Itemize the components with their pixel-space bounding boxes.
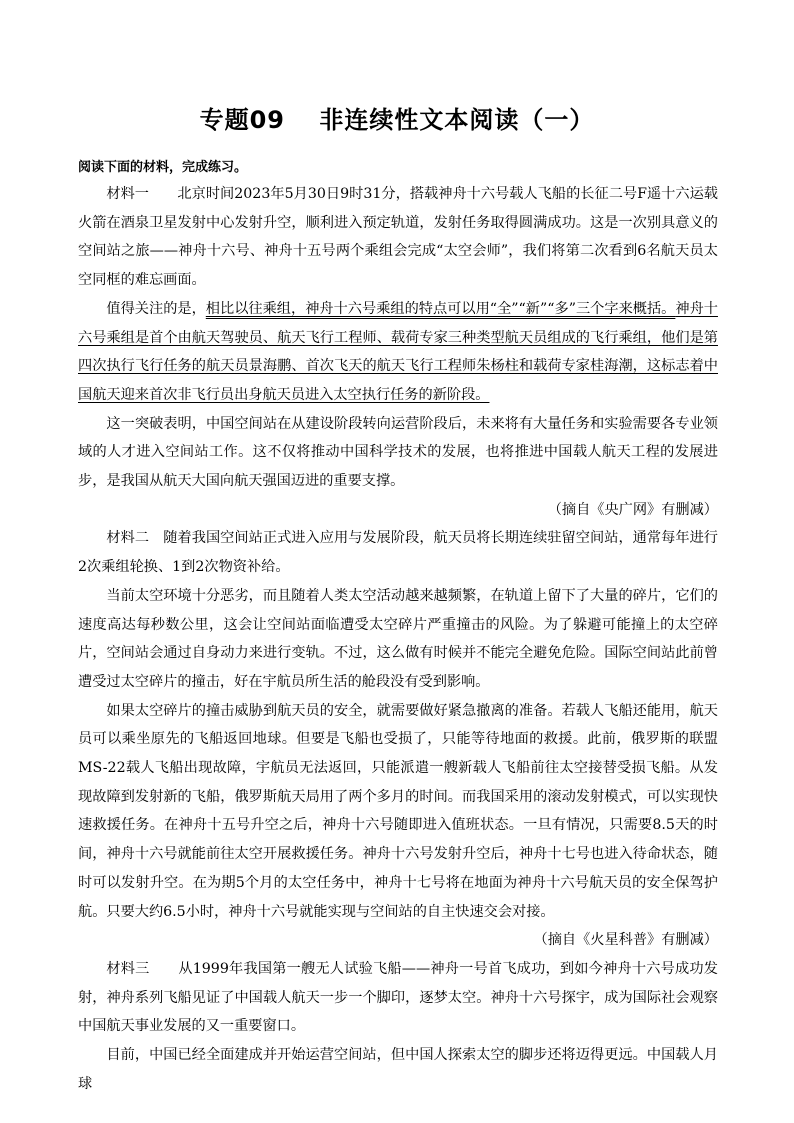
material-one-paragraph: 这一突破表明，中国空间站在从建设阶段转向运营阶段后，未来将有大量任务和实验需要各专业领域的人才进入空间站工作。这不仅将推动中国科学技术的发展，也将推进中国载人航天工程的发展进步，是我国从航天大国向航天强国迈进的重要支撑。 bbox=[78, 415, 718, 490]
underlined-crew-text: 神舟十六号乘组是首个由航天驾驶员、航天飞行工程师、载荷专家三种类型航天员组成的飞行乘组，他们是第四次执行飞行任务的航天员景海鹏、首次飞天的航天飞行工程师朱杨柱和载荷专家桂海潮，这标志着中国航天迎来首次非飞行员出身航天员进入太空执行任务的新阶段。 bbox=[78, 300, 718, 403]
material-three-paragraph: 材料三 从1999年我国第一艘无人试验飞船——神舟一号首飞成功，到如今神舟十六号成功发射，神舟系列飞船见证了中国载人航天一步一个脚印，逐梦太空。神舟十六号探宇，成为国际社会观察中国航天事业发展的又一重要窗口。 bbox=[78, 960, 718, 1035]
source-citation: （摘自《火星科普》有删减） bbox=[533, 932, 718, 949]
material-two-paragraph: 当前太空环境十分恶劣，而且随着人类太空活动越来越频繁，在轨道上留下了大量的碎片，它们的速度高达每秒数公里，这会让空间站面临遭受太空碎片严重撞击的风险。为了躲避可能撞上的太空碎片，空间站会通过自身动力来进行变轨。不过，这么做有时候并不能完全避免危险。国际空间站此前曾遭受过太空碎片的撞击，好在宇航员所生活的舱段没有受到影响。 bbox=[78, 587, 718, 690]
material-one-paragraph: 材料一 北京时间2023年5月30日9时31分，搭载神舟十六号载人飞船的长征二号F遥十六运载火箭在酒泉卫星发射中心发射升空，顺利进入预定轨道，发射任务取得圆满成功。这是一次别具意义的空间站之旅——神舟十六号、神舟十五号两个乘组会完成“太空会师”，我们将第二次看到6名航天员太空同框的难忘画面。 bbox=[78, 186, 718, 289]
material-two-paragraph: 材料二 随着我国空间站正式进入应用与发展阶段，航天员将长期连续驻留空间站，通常每年进行2次乘组轮换、1到2次物资补给。 bbox=[78, 530, 718, 576]
source-citation: （摘自《央广网》有删减） bbox=[547, 501, 718, 518]
material-three-paragraph: 目前，中国已经全面建成并开始运营空间站，但中国人探索太空的脚步还将迈得更远。中国载人月球 bbox=[78, 1047, 718, 1092]
material-one-highlight-paragraph bbox=[78, 295, 718, 410]
page-title: 专题09 非连续性文本阅读（一） bbox=[199, 106, 595, 134]
material-two-paragraph: 如果太空碎片的撞击威胁到航天员的安全，就需要做好紧急撤离的准备。若载人飞船还能用，航天员可以乘坐原先的飞船返回地球。但要是飞船也受损了，只能等待地面的救援。此前，俄罗斯的联盟MS-22载人飞船出现故障，宇航员无法返回，只能派遣一艘新载人飞船前往太空接替受损飞船。从发现故障到发射新的飞船，俄罗斯航天局用了两个多月的时间。而我国采用的滚动发射模式，可以实现快速救援任务。在神舟十五号升空之后，神舟十六号随即进入值班状态。一旦有情况，只需要8.5天的时间，神舟十六号就能前往太空开展救援任务。神舟十六号发射升空后，神舟十七号也进入待命状态，随时可以发射升空。在为期5个月的太空任务中，神舟十七号将在地面为神舟十六号航天员的安全保驾护航。只要大约6.5小时，神舟十六号就能实现与空间站的自主快速交会对接。 bbox=[78, 702, 718, 920]
reading-instruction: 阅读下面的材料，完成练习。 bbox=[78, 160, 248, 175]
article-body bbox=[78, 180, 718, 1099]
underlined-key-sentence: 相比以往乘组，神舟十六号乘组的特点可以用“全”“新”“多”三个字来概括。 bbox=[205, 300, 676, 317]
paragraph-lead: 值得关注的是， bbox=[106, 300, 206, 317]
